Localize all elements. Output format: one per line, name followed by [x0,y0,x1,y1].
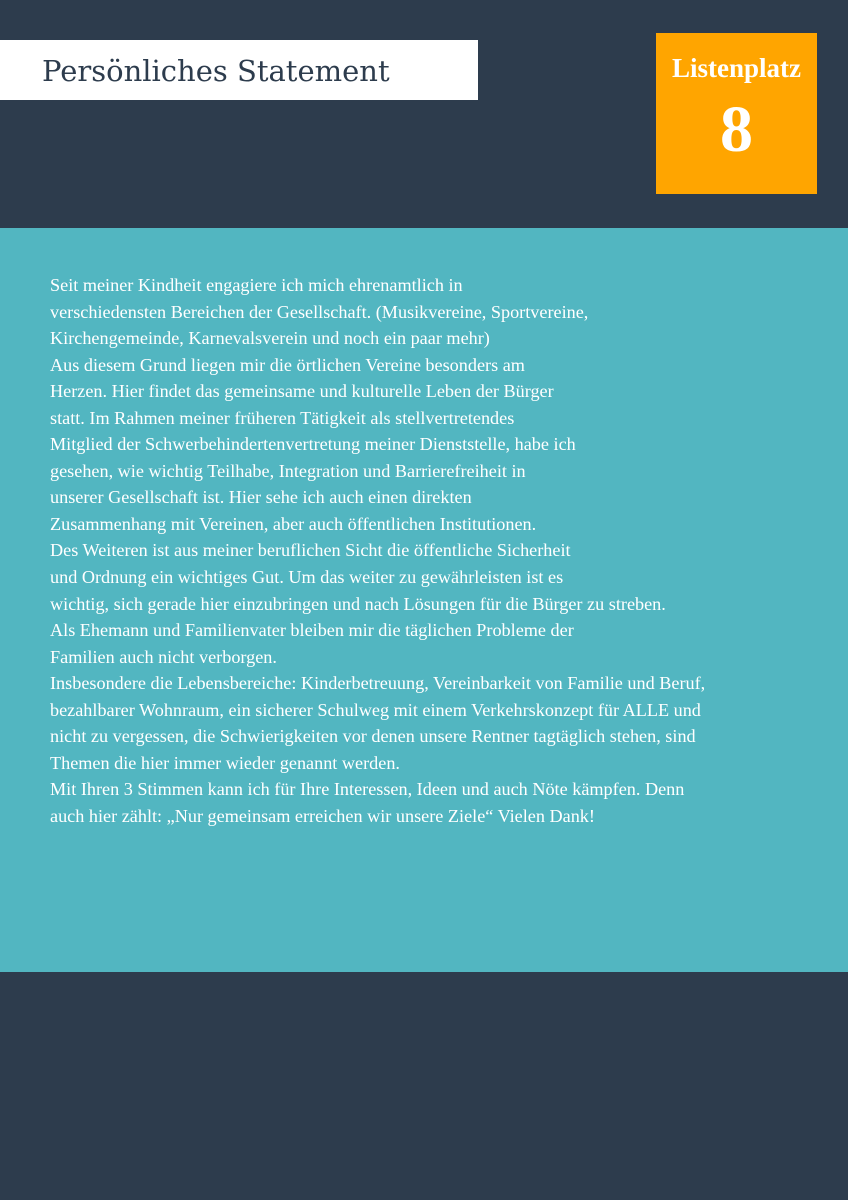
statement-line: Mit Ihren 3 Stimmen kann ich für Ihre Interessen, Ideen und auch Nöte kämpfen. Denn [50,779,685,800]
statement-line: Als Ehemann und Familienvater bleiben mir die täglichen Probleme der [50,620,574,641]
statement-line: gesehen, wie wichtig Teilhabe, Integration und Barrierefreiheit in [50,460,526,481]
list-position-number: 8 [720,93,753,166]
page-title: Persönliches Statement [42,54,390,88]
statement-line: statt. Im Rahmen meiner früheren Tätigkeit als stellvertretendes [50,407,515,428]
statement-line: wichtig, sich gerade hier einzubringen und nach Lösungen für die Bürger zu streben. [50,593,666,614]
statement-line: Themen die hier immer wieder genannt werden. [50,752,400,773]
statement-line: unserer Gesellschaft ist. Hier sehe ich auch einen direkten [50,487,472,508]
statement-line: und Ordnung ein wichtiges Gut. Um das weiter zu gewährleisten ist es [50,567,564,588]
statement-line: nicht zu vergessen, die Schwierigkeiten vor denen unsere Rentner tagtäglich stehen, sind [50,726,696,747]
statement-line: Des Weiteren ist aus meiner beruflichen Sicht die öffentliche Sicherheit [50,540,571,561]
statement-line: Mitglied der Schwerbehindertenvertretung meiner Dienststelle, habe ich [50,434,576,455]
statement-line: auch hier zählt: „Nur gemeinsam erreichen wir unsere Ziele“ Vielen Dank! [50,805,595,826]
statement-line: verschiedensten Bereichen der Gesellschaft. (Musikvereine, Sportvereine, [50,301,589,322]
statement-line: Seit meiner Kindheit engagiere ich mich ehrenamtlich in [50,275,463,295]
statement-line: Zusammenhang mit Vereinen, aber auch öffentlichen Institutionen. [50,513,537,534]
statement-text [50,272,810,829]
statement-line: bezahlbarer Wohnraum, ein sicherer Schulweg mit einem Verkehrskonzept für ALLE und [50,699,701,720]
statement-line: Familien auch nicht verborgen. [50,646,277,667]
statement-line: Insbesondere die Lebensbereiche: Kinderbetreuung, Vereinbarkeit von Familie und Beruf, [50,673,706,694]
list-position-badge [656,33,817,194]
list-position-label: Listenplatz [671,53,801,83]
statement-line: Herzen. Hier findet das gemeinsame und kulturelle Leben der Bürger [50,381,554,402]
statement-line: Aus diesem Grund liegen mir die örtlichen Vereine besonders am [50,354,525,375]
title-bar [0,40,478,100]
statement-line: Kirchengemeinde, Karnevalsverein und noch ein paar mehr) [50,328,490,349]
